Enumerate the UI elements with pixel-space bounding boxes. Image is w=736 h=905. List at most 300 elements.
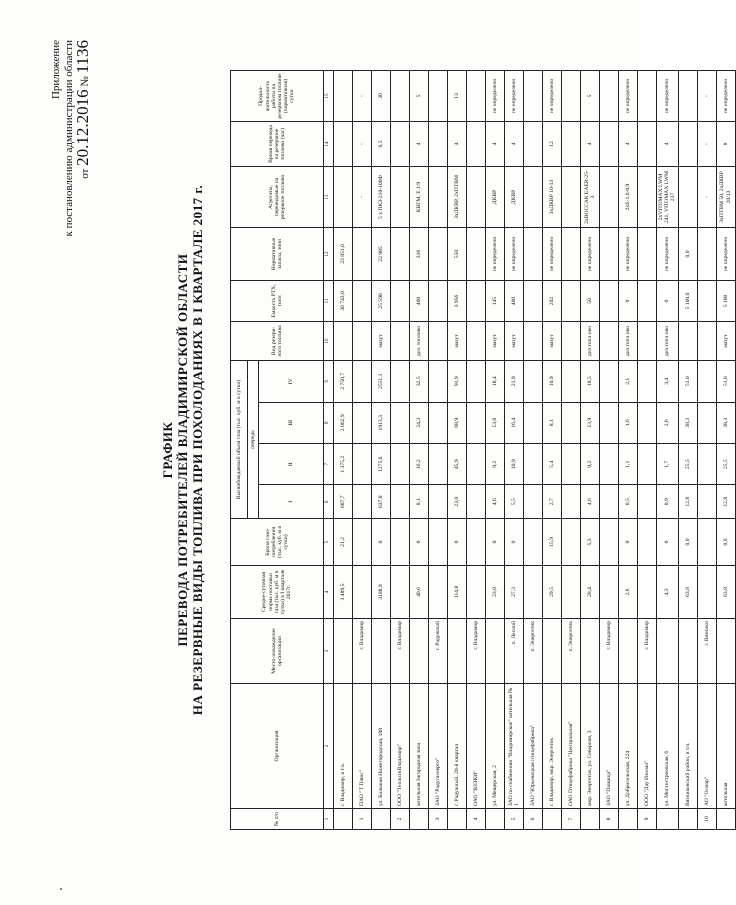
cell-capacity — [562, 281, 581, 322]
cell-q1 — [391, 485, 410, 519]
cell-reserve: 0 — [372, 519, 391, 566]
cell-num: 9 — [638, 809, 657, 830]
table-row — [619, 71, 638, 830]
cell-org: ЗАО "Юрьевецкая птицефабрика" — [524, 684, 543, 809]
column-number: 12 — [324, 228, 334, 281]
table-row — [391, 71, 410, 830]
cell-duration — [638, 71, 657, 122]
cell-fuel — [562, 322, 581, 361]
cell-q2 — [429, 444, 448, 485]
cell-num — [334, 809, 353, 830]
cell-q4 — [524, 361, 543, 403]
cell-q4 — [600, 361, 619, 403]
table-row — [678, 71, 697, 830]
cell-q2: 1,1 — [619, 444, 638, 485]
column-number: 14 — [324, 122, 334, 167]
cell-stock: не определено — [486, 228, 505, 281]
header-q4: IV — [259, 361, 324, 403]
table-row — [353, 71, 372, 830]
cell-q1 — [429, 485, 448, 519]
cell-duration — [524, 71, 543, 122]
cell-capacity — [638, 281, 657, 322]
table-row — [657, 71, 679, 830]
cell-reserve — [600, 519, 619, 566]
column-number: 9 — [324, 361, 334, 403]
table-row — [467, 71, 486, 830]
column-number-row — [324, 71, 334, 830]
cell-avg-norm — [562, 566, 581, 619]
cell-units: 2хЕ-1,6-0,9 — [619, 167, 638, 228]
cell-avg-norm — [524, 566, 543, 619]
cell-q1: 12,8 — [716, 485, 735, 519]
cell-q4: 18,4 — [486, 361, 505, 403]
cell-avg-norm: 4,3 — [657, 566, 679, 619]
cell-q2: 10,9 — [505, 444, 524, 485]
cell-location — [486, 619, 505, 684]
cell-duration: - — [353, 71, 372, 122]
table-row — [372, 71, 391, 830]
column-number: 2 — [324, 684, 334, 809]
cell-capacity: 50 — [581, 281, 600, 322]
column-number: 5 — [324, 519, 334, 566]
cell-avg-norm: 114,8 — [448, 566, 467, 619]
cell-q1 — [467, 485, 486, 519]
cell-q4 — [562, 361, 581, 403]
appendix-block — [50, 40, 92, 237]
cell-fuel: мазут — [372, 322, 391, 361]
table-row — [697, 71, 716, 830]
cell-duration: 13 — [448, 71, 467, 122]
cell-q2 — [391, 444, 410, 485]
cell-duration: 5 — [581, 71, 600, 122]
cell-reserve — [467, 519, 486, 566]
cell-time: 4 — [448, 122, 467, 167]
number-prefix: № — [79, 76, 91, 87]
cell-units: ДКВР — [505, 167, 524, 228]
cell-num: 4 — [467, 809, 486, 830]
header-avg-norm: Средне-суточная норма поставки газа (тыс. куб. м в сутки) в I квартале 2017г. — [231, 566, 324, 619]
cell-time: 4 — [619, 122, 638, 167]
cell-q4: 2551,1 — [372, 361, 391, 403]
table-row — [486, 71, 505, 830]
table-row — [562, 71, 581, 830]
cell-avg-norm: 27,3 — [505, 566, 524, 619]
cell-units — [638, 167, 657, 228]
cell-time — [678, 122, 697, 167]
cell-q1: 5,5 — [505, 485, 524, 519]
header-capacity: Емкость РТХ, тонн — [231, 281, 324, 322]
cell-location: п. Энергетик — [524, 619, 543, 684]
cell-q2: 1275,6 — [372, 444, 391, 485]
cell-num — [372, 809, 391, 830]
cell-reserve: 0 — [657, 519, 679, 566]
table-row — [334, 71, 353, 830]
cell-avg-norm: 2,6 — [619, 566, 638, 619]
cell-num — [486, 809, 505, 830]
cell-q3 — [600, 402, 619, 443]
cell-time: - — [697, 122, 716, 167]
cell-q4 — [697, 361, 716, 403]
cell-num — [581, 809, 600, 830]
cell-reserve: 21,2 — [334, 519, 353, 566]
cell-stock: 550 — [448, 228, 467, 281]
cell-reserve — [353, 519, 372, 566]
cell-num: 8 — [600, 809, 619, 830]
cell-time: 4 — [581, 122, 600, 167]
cell-units — [334, 167, 353, 228]
cell-org: ЗАО "Радугаэнерго" — [429, 684, 448, 809]
cell-q2: 45,9 — [448, 444, 467, 485]
cell-org: ул. Мещерская, 2 — [486, 684, 505, 809]
cell-location — [410, 619, 429, 684]
cell-time: 4 — [486, 122, 505, 167]
cell-stock: не определено — [619, 228, 638, 281]
cell-reserve — [562, 519, 581, 566]
cell-q3: 2 062,9 — [334, 402, 353, 443]
cell-q2 — [697, 444, 716, 485]
cell-capacity: 400 — [410, 281, 429, 322]
cell-fuel: диз.топл иво — [619, 322, 638, 361]
cell-q4: 2,1 — [619, 361, 638, 403]
cell-capacity: 30 743,0 — [334, 281, 353, 322]
cell-org: ул. Мостостроевская, 6 — [657, 684, 679, 809]
cell-avg-norm: 23,0 — [486, 566, 505, 619]
cell-duration: 5 — [410, 71, 429, 122]
cell-reserve: 0 — [619, 519, 638, 566]
cell-q2: 9,2 — [581, 444, 600, 485]
cell-duration: не определено — [505, 71, 524, 122]
cell-q3 — [429, 402, 448, 443]
cell-q1: 637,8 — [372, 485, 391, 519]
cell-q2 — [353, 444, 372, 485]
header-duration: Продол-жительность работы на резервном топливе (нормативная) сутки — [231, 71, 324, 122]
cell-avg-norm: 63,8 — [716, 566, 735, 619]
cell-q4: 18,5 — [581, 361, 600, 403]
column-number: 15 — [324, 71, 334, 122]
header-fuel-type: Вид резерв-ного топлива — [231, 322, 324, 361]
cell-capacity: 0 — [657, 281, 679, 322]
table-row — [581, 71, 600, 830]
cell-time — [638, 122, 657, 167]
title-line3: НА РЕЗЕРВНЫЕ ВИДЫ ТОПЛИВА ПРИ ПОХОЛОДАНИЯХ В I КВАРТАЛЕ 2017 г. — [190, 184, 205, 716]
cell-duration — [429, 71, 448, 122]
cell-q3: 16,4 — [505, 402, 524, 443]
cell-reserve: 0,0 — [678, 519, 697, 566]
cell-num: 10 — [697, 809, 716, 830]
cell-time: 4 — [505, 122, 524, 167]
cell-units — [467, 167, 486, 228]
cell-capacity — [467, 281, 486, 322]
cell-q3 — [562, 402, 581, 443]
rotated-document — [20, 30, 732, 870]
cell-duration — [600, 71, 619, 122]
table-row — [638, 71, 657, 830]
cell-q1 — [638, 485, 657, 519]
table-row — [543, 71, 562, 830]
cell-duration: не определено — [486, 71, 505, 122]
cell-q3 — [638, 402, 657, 443]
table-row — [448, 71, 467, 830]
cell-q4: 3,4 — [657, 361, 679, 403]
cell-org: мкр. Энергетик, ул. Северная, 3 — [581, 684, 600, 809]
cell-stock: 316 — [410, 228, 429, 281]
cell-q1: 687,7 — [334, 485, 353, 519]
cell-q2: 5,4 — [543, 444, 562, 485]
table-row — [524, 71, 543, 830]
cell-q3 — [524, 402, 543, 443]
cell-reserve — [697, 519, 716, 566]
cell-reserve — [524, 519, 543, 566]
cell-fuel — [391, 322, 410, 361]
cell-q3: 1,6 — [619, 402, 638, 443]
cell-units — [524, 167, 543, 228]
cell-q4: 21,9 — [505, 361, 524, 403]
cell-q3: 38,3 — [716, 402, 735, 443]
cell-q2 — [638, 444, 657, 485]
cell-location — [619, 619, 638, 684]
cell-location — [448, 619, 467, 684]
cell-q1: 2,7 — [543, 485, 562, 519]
header-q3: III — [259, 402, 324, 443]
cell-q1 — [524, 485, 543, 519]
cell-location — [372, 619, 391, 684]
cell-q3 — [467, 402, 486, 443]
cell-reserve — [391, 519, 410, 566]
cell-capacity: 145 — [486, 281, 505, 322]
cell-capacity: 0 — [619, 281, 638, 322]
table-row — [716, 71, 735, 830]
cell-q4: 51,0 — [716, 361, 735, 403]
cell-duration: 30 — [372, 71, 391, 122]
cell-stock: не определено — [505, 228, 524, 281]
column-number: 10 — [324, 322, 334, 361]
cell-avg-norm — [467, 566, 486, 619]
cell-q1 — [697, 485, 716, 519]
table-row — [600, 71, 619, 830]
cell-capacity — [353, 281, 372, 322]
column-number: 4 — [324, 566, 334, 619]
cell-location: г. Вязники — [697, 619, 716, 684]
cell-q4 — [638, 361, 657, 403]
cell-stock — [353, 228, 372, 281]
header-num: № п/п — [231, 809, 324, 830]
cell-fuel: мазут — [716, 322, 735, 361]
cell-units — [678, 167, 697, 228]
cell-org: Вязниковский район, в т.ч. — [678, 684, 697, 809]
cell-units: 2хВОССАК ЕАЕR-25-3 — [581, 167, 600, 228]
header-queue: очередь — [248, 361, 259, 519]
cell-stock — [562, 228, 581, 281]
cell-q3 — [353, 402, 372, 443]
cell-reserve: 0 — [410, 519, 429, 566]
column-number: 3 — [324, 619, 334, 684]
cell-q4: 32,5 — [410, 361, 429, 403]
cell-fuel — [334, 322, 353, 361]
header-q1: I — [259, 485, 324, 519]
cell-time: 0,5 — [372, 122, 391, 167]
title-line2: ПЕРЕВОДА ПОТРЕБИТЕЛЕЙ ВЛАДИМИРСКОЙ ОБЛАСТИ — [175, 253, 190, 647]
cell-num: 5 — [505, 809, 524, 830]
column-number: 8 — [324, 402, 334, 443]
cell-reserve — [429, 519, 448, 566]
cell-num — [410, 809, 429, 830]
cell-avg-norm: 29,5 — [543, 566, 562, 619]
cell-q4 — [467, 361, 486, 403]
cell-org: ООО "ТеплоэнВладимир" — [391, 684, 410, 809]
document-title — [160, 30, 205, 870]
title-line1: ГРАФИК — [160, 421, 175, 479]
cell-stock: не определено — [716, 228, 735, 281]
cell-q1: 4,6 — [581, 485, 600, 519]
cell-q3: 24,3 — [410, 402, 429, 443]
cell-org: ул. Добросельская, 224 — [619, 684, 638, 809]
cell-location: г. Владимир — [353, 619, 372, 684]
cell-q1 — [353, 485, 372, 519]
cell-location: г. Радужный — [429, 619, 448, 684]
cell-duration: не определено — [657, 71, 679, 122]
header-q2: II — [259, 444, 324, 485]
cell-capacity: 3 956 — [448, 281, 467, 322]
cell-duration — [391, 71, 410, 122]
cell-units: 5 х ПКЗ-210-100Ф — [372, 167, 391, 228]
cell-avg-norm: 63,8 — [678, 566, 697, 619]
cell-units — [562, 167, 581, 228]
cell-capacity — [600, 281, 619, 322]
cell-q3: 2,6 — [657, 402, 679, 443]
cell-fuel — [638, 322, 657, 361]
cell-q1 — [562, 485, 581, 519]
header-org: Организация — [231, 684, 324, 809]
cell-org: котельная — [716, 684, 735, 809]
appendix-date-line — [73, 40, 92, 237]
cell-avg-norm — [697, 566, 716, 619]
cell-num — [619, 809, 638, 830]
cell-capacity — [391, 281, 410, 322]
cell-num: 2 — [391, 809, 410, 830]
cell-q3 — [697, 402, 716, 443]
cell-units: 3хПТВМ 50, 2хДКВР 20/13 — [716, 167, 735, 228]
cell-fuel — [429, 322, 448, 361]
cell-avg-norm — [429, 566, 448, 619]
cell-time: 12 — [543, 122, 562, 167]
cell-units: КВГМ, Е 1/9 — [410, 167, 429, 228]
header-location: Место-нахождение организации — [231, 619, 324, 684]
cell-time: 4 — [657, 122, 679, 167]
cell-capacity: 5 100 — [716, 281, 735, 322]
cell-q3: 68,9 — [448, 402, 467, 443]
cell-avg-norm: 3 489,5 — [334, 566, 353, 619]
cell-stock — [391, 228, 410, 281]
cell-stock: не определено — [543, 228, 562, 281]
cell-stock — [697, 228, 716, 281]
cell-org: ОАО "ВЗЭКИ" — [467, 684, 486, 809]
cell-org: ПАО "Т Плюс" — [353, 684, 372, 809]
cell-location: г. Владимир — [467, 619, 486, 684]
cell-capacity: 5 100,0 — [678, 281, 697, 322]
cell-fuel: мазут — [448, 322, 467, 361]
cell-fuel: диз. топливо — [410, 322, 429, 361]
cell-units — [429, 167, 448, 228]
cell-q2: 25,5 — [716, 444, 735, 485]
cell-location: г. Владимир — [638, 619, 657, 684]
cell-org: котельная Загородная зона — [410, 684, 429, 809]
cell-reserve: 5,3 — [581, 519, 600, 566]
cell-location — [716, 619, 735, 684]
cell-location — [678, 619, 697, 684]
cell-avg-norm: 40,6 — [410, 566, 429, 619]
cell-duration — [334, 71, 353, 122]
cell-q1: 12,8 — [678, 485, 697, 519]
cell-units: - — [697, 167, 716, 228]
cell-units: 2хVITOMAX LWM 241, VITOMAX LWM 237 — [657, 167, 679, 228]
cell-q1: 0,5 — [619, 485, 638, 519]
column-number: 6 — [324, 485, 334, 519]
cell-q3: 38,3 — [678, 402, 697, 443]
cell-org: ЗАО по снабжению "Владимирское" котельная № 1 — [505, 684, 524, 809]
cell-q4 — [353, 361, 372, 403]
cell-fuel: мазут — [505, 322, 524, 361]
cell-org: ООО "Дау Изолан" — [638, 684, 657, 809]
date-prefix: от — [79, 168, 91, 179]
cell-q3 — [391, 402, 410, 443]
cell-location: г. Владимир — [600, 619, 619, 684]
cell-duration — [678, 71, 697, 122]
cell-avg-norm: 3188,9 — [372, 566, 391, 619]
cell-duration: не определено — [543, 71, 562, 122]
cell-stock — [638, 228, 657, 281]
cell-q2 — [467, 444, 486, 485]
cell-q4 — [429, 361, 448, 403]
cell-units: ДКВР — [486, 167, 505, 228]
column-number: 13 — [324, 167, 334, 228]
appendix-line1: Приложение — [50, 40, 62, 100]
cell-time: - — [353, 122, 372, 167]
document-number: 1136 — [73, 40, 92, 74]
cell-num — [678, 809, 697, 830]
cell-stock — [467, 228, 486, 281]
cell-duration: - — [697, 71, 716, 122]
cell-reserve: 0 — [486, 519, 505, 566]
cell-org: г. Владимир, в т.ч. — [334, 684, 353, 809]
cell-time — [391, 122, 410, 167]
cell-q2: 16,2 — [410, 444, 429, 485]
appendix-line2: к постановлению администрации области — [63, 40, 75, 237]
cell-q3: 13,9 — [581, 402, 600, 443]
cell-q2: 9,2 — [486, 444, 505, 485]
cell-num: 7 — [562, 809, 581, 830]
header-units: Агрегаты, переводимые на резервное топливо — [231, 167, 324, 228]
column-number: 1 — [324, 809, 334, 830]
cell-org: ЗАО "Пищица" — [600, 684, 619, 809]
cell-time — [600, 122, 619, 167]
cell-num: 1 — [353, 809, 372, 830]
cell-fuel: диз.топл иво — [657, 322, 679, 361]
cell-capacity — [429, 281, 448, 322]
table-row — [505, 71, 524, 830]
cell-fuel: мазут — [543, 322, 562, 361]
cell-avg-norm: 28,4 — [581, 566, 600, 619]
cell-reserve: 0 — [505, 519, 524, 566]
header-row — [231, 71, 248, 830]
cell-q4: 10,9 — [543, 361, 562, 403]
cell-location — [581, 619, 600, 684]
cell-org: АО "Осмар" — [697, 684, 716, 809]
header-switch-time: Время перехода на резервное топливо (час) — [231, 122, 324, 167]
cell-org: г. Радужный, 20-й квартал — [448, 684, 467, 809]
cell-q2: 1,7 — [657, 444, 679, 485]
cell-org: ОАО Птицефабрика "Центральная" — [562, 684, 581, 809]
cell-time — [524, 122, 543, 167]
